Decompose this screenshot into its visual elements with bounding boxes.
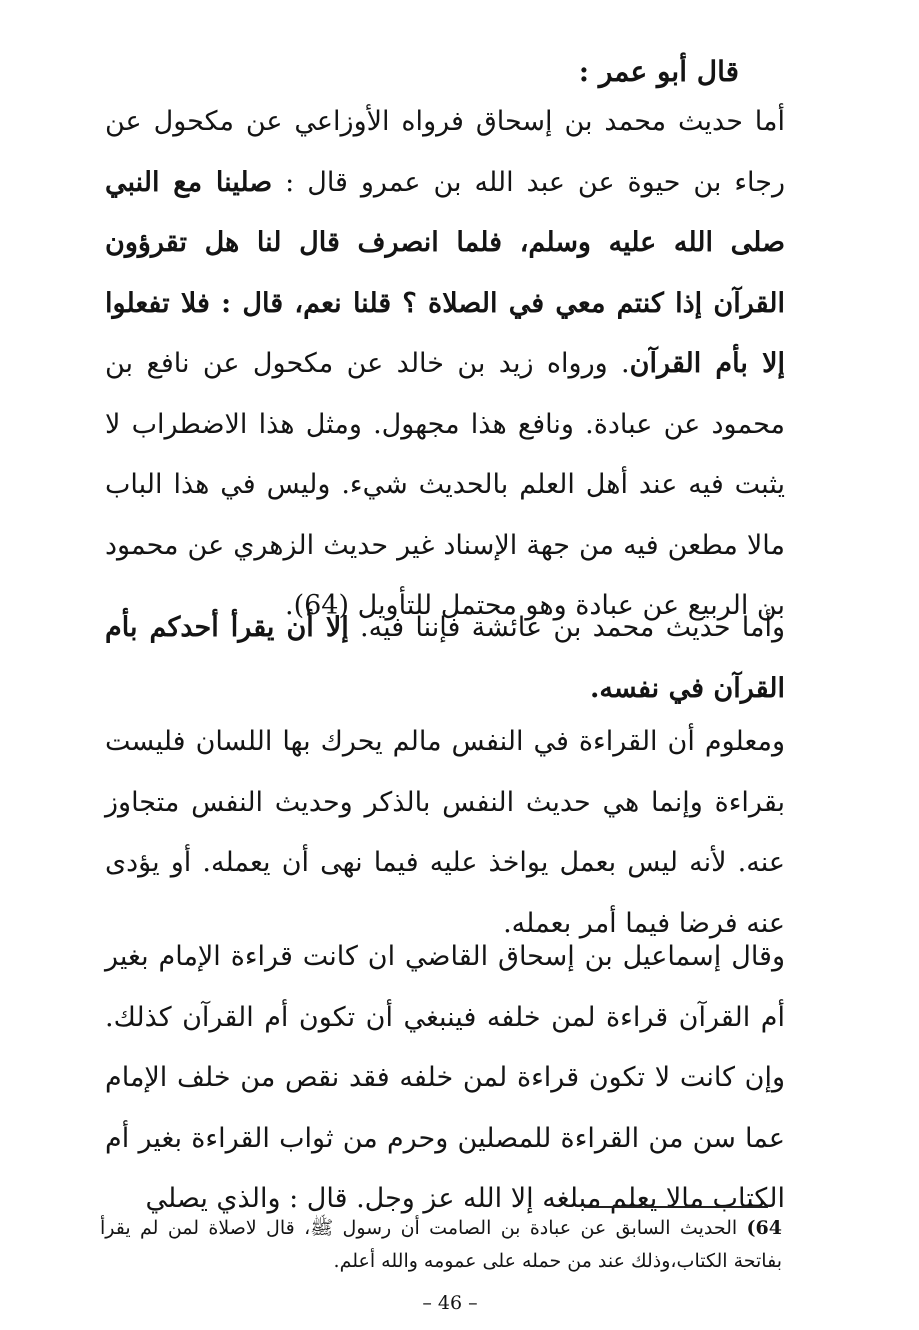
paragraph-4 (105, 927, 785, 1230)
paragraph-1-continuation: . ورواه زيد بن خالد عن مكحول عن نافع بن محمود عن عبادة. ونافع هذا مجهول. ومثل هذا الاضطراب لا يثبت فيه عند أهل العلم بالحديث شيء. وليس في هذا الباب مالا مطعن فيه من جهة الإسناد غير حديث الزهري عن محمود بن الربيع عن عبادة وهو محتمل للتأويل (105, 348, 785, 621)
footnote-number: 64) (746, 1217, 782, 1239)
footnote-divider (584, 1206, 768, 1208)
paragraph-2 (105, 598, 785, 719)
hadith-quote-2: إلا أن يقرأ أحدكم بأم القرآن في نفسه. (105, 612, 785, 704)
footnote-reference: (64). (284, 590, 350, 621)
paragraph-1 (105, 92, 785, 637)
footnote (100, 1212, 782, 1278)
paragraph-3-text: ومعلوم أن القراءة في النفس مالم يحرك بها اللسان فليست بقراءة وإنما هي حديث النفس بالذكر وحديث النفس متجاوز عنه. لأنه ليس بعمل يواخذ عليه فيما نهى أن يعمله. أو يؤدى عنه فرضا فيما أمر بعمله. (105, 726, 785, 939)
paragraph-1-text: أما حديث محمد بن إسحاق فرواه الأوزاعي عن مكحول عن رجاء بن حيوة عن عبد الله بن عمرو قال : (105, 106, 785, 198)
section-heading: قال أبو عمر : (578, 55, 739, 88)
hadith-quote-1: صلينا مع النبي صلى الله عليه وسلم، فلما انصرف قال لنا هل تقرؤون القرآن إذا كنتم معي في الصلاة ؟ قلنا نعم، قال : فلا تفعلوا إلا بأم القرآن (105, 166, 785, 379)
paragraph-3 (105, 712, 785, 954)
footnote-text: الحديث السابق عن عبادة بن الصامت أن رسول ﷺ، قال لاصلاة لمن لم يقرأ بفاتحة الكتاب،وذلك عند من حمله على عمومه والله أعلم. (100, 1217, 782, 1272)
paragraph-2-text: وأما حديث محمد بن عائشة فإننا فيه. (348, 612, 785, 643)
paragraph-4-text: وقال إسماعيل بن إسحاق القاضي ان كانت قراءة الإمام بغير أم القرآن قراءة لمن خلفه فينبغي أن تكون أم القرآن كذلك. وإن كانت لا تكون قراءة لمن خلفه فقد نقص من خلف الإمام عما سن من القراءة للمصلين وحرم من ثواب القراءة بغير أم الكتاب مالا يعلم مبلغه إلا الله عز وجل. قال : والذي يصلي (105, 941, 785, 1214)
page-number: – 46 – (422, 1292, 478, 1314)
